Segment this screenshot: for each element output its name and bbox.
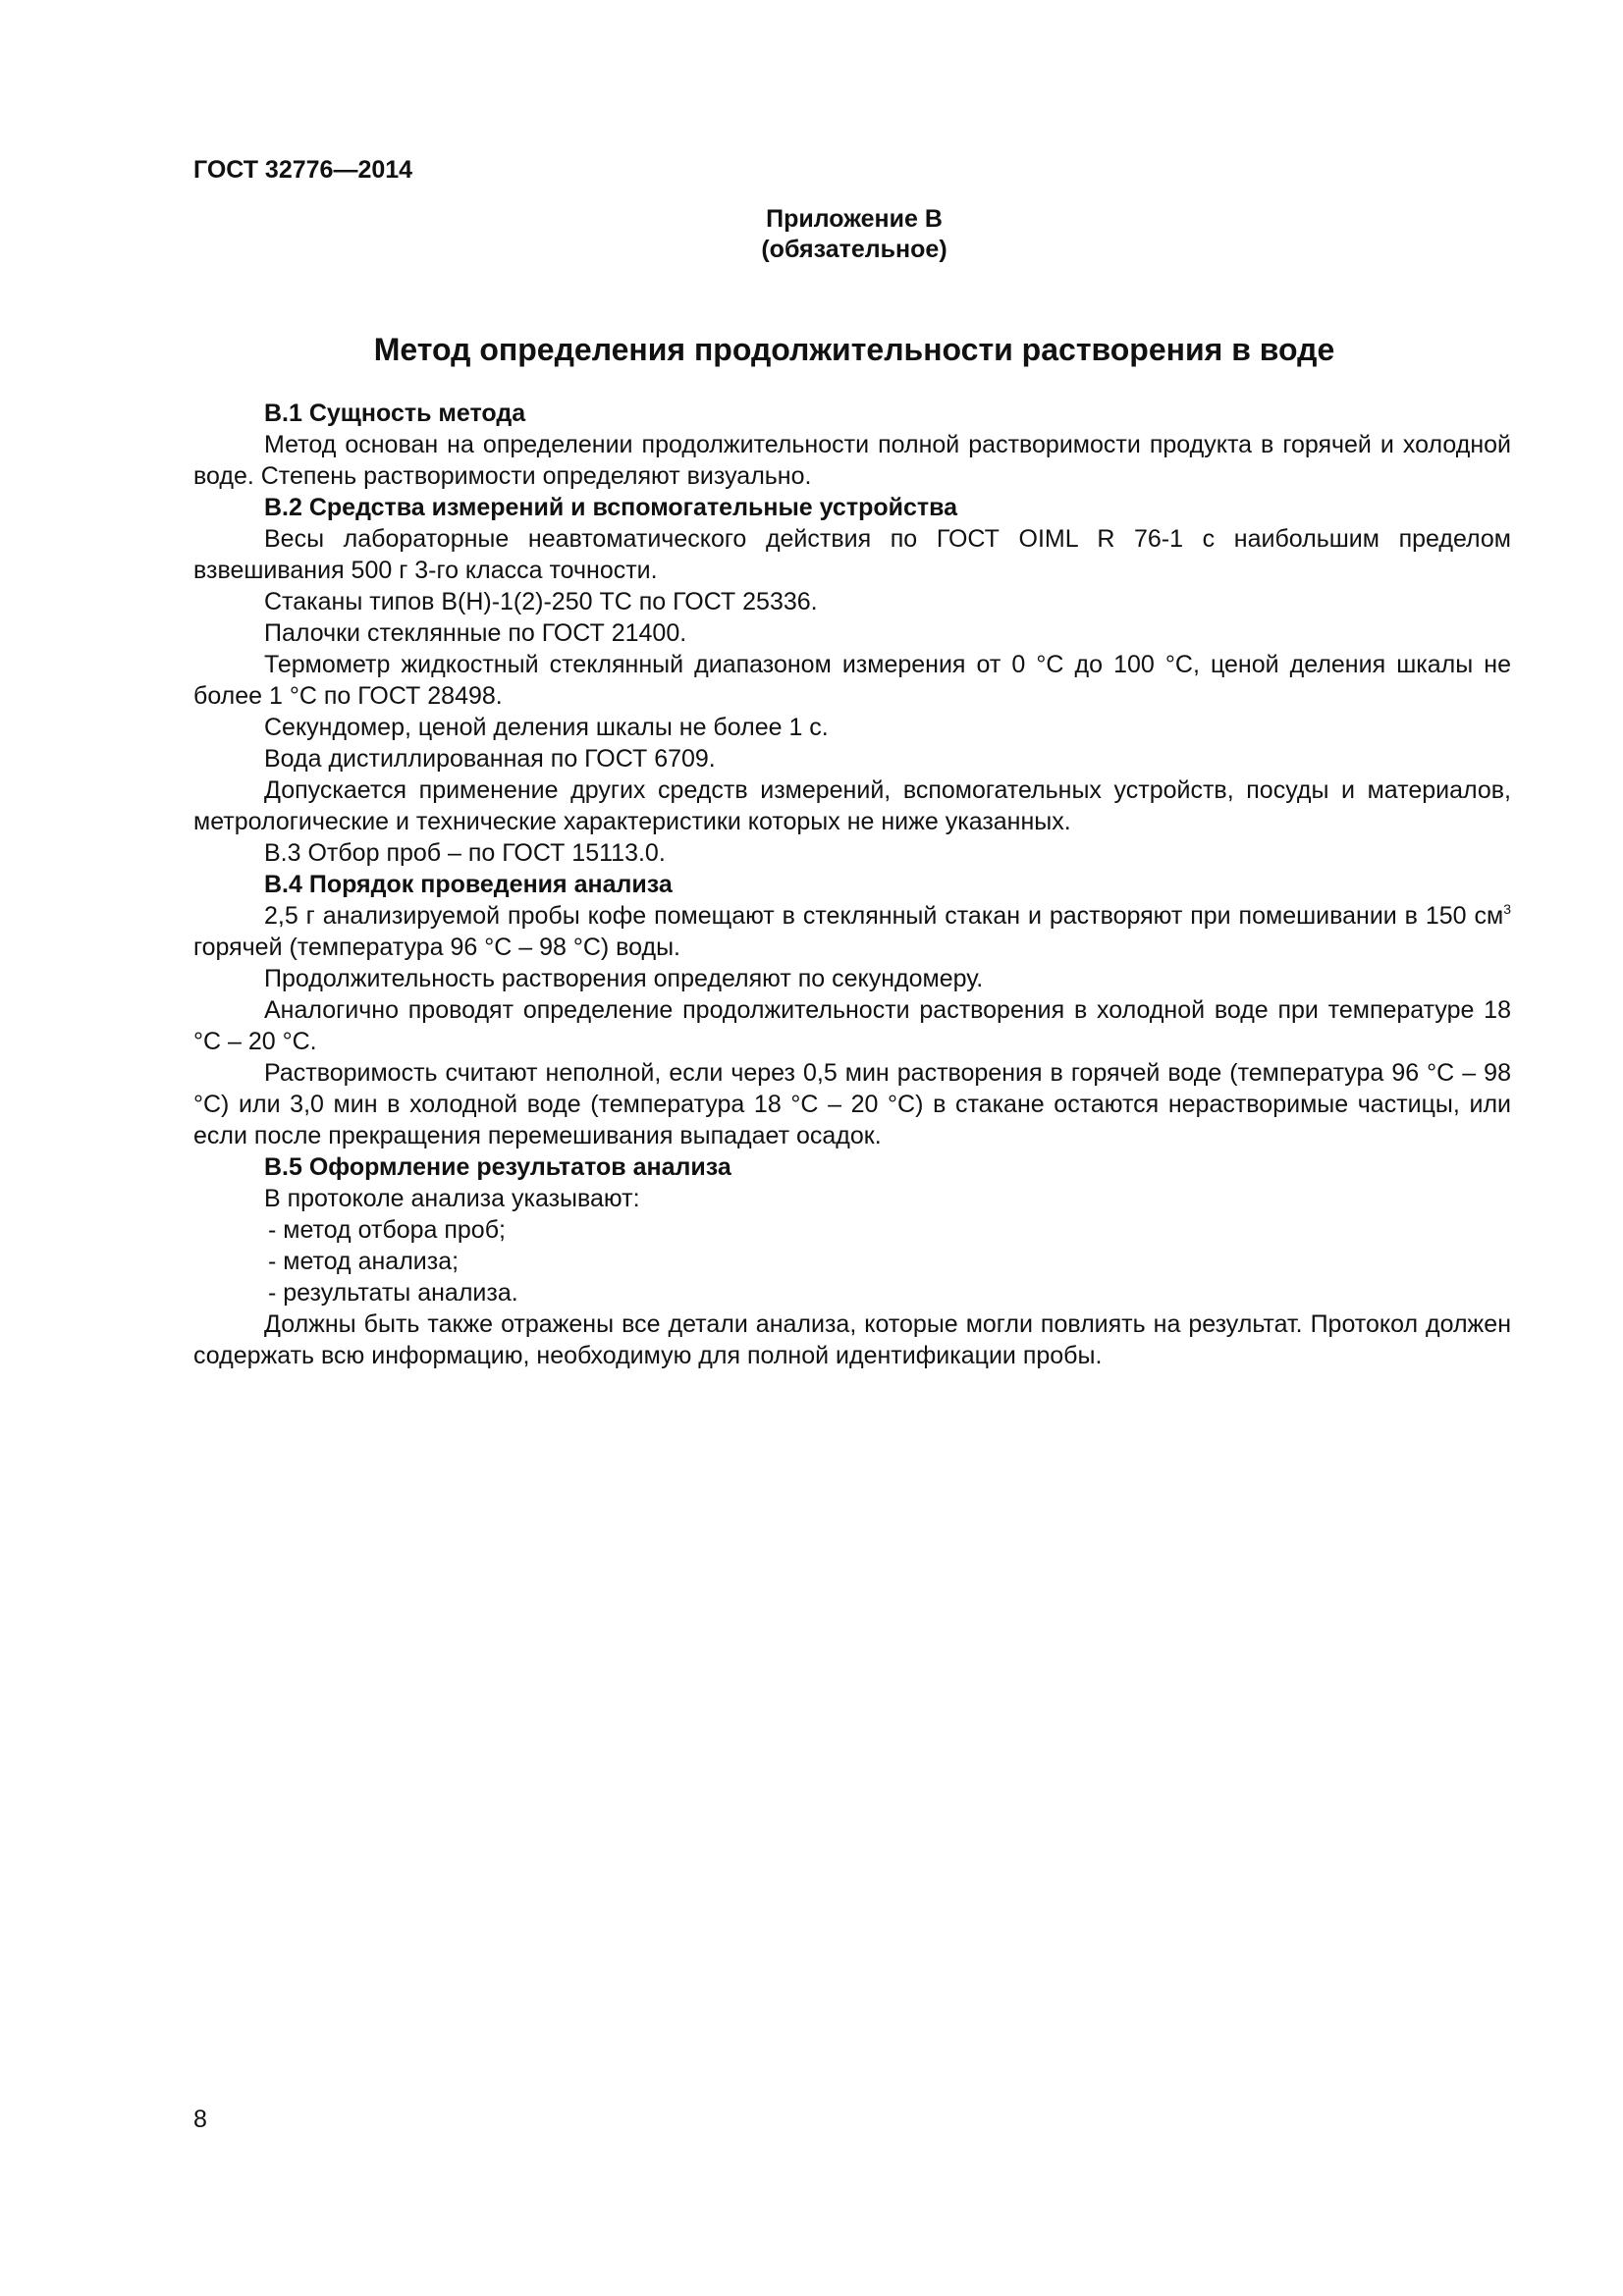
superscript: 3 — [1503, 901, 1511, 917]
paragraph-text: горячей (температура 96 °С – 98 °С) воды. — [193, 934, 680, 961]
paragraph: Допускается применение других средств измерений, вспомогательных устройств, посуды и материалов, метрологические и технические характеристики которых не ниже указанных. — [193, 776, 1511, 835]
page-number: 8 — [193, 2106, 207, 2133]
document-code: ГОСТ 32776—2014 — [193, 156, 413, 184]
list-item: - метод анализа; — [268, 1248, 460, 1275]
paragraph: Должны быть также отражены все детали анализа, которые могли повлиять на результат. Протокол должен содержать всю информацию, необходимую для полной идентификации пробы. — [193, 1310, 1511, 1369]
paragraph: Растворимость считают неполной, если через 0,5 мин растворения в горячей воде (температура 96 °С – 98 °С) или 3,0 мин в холодной воде (температура 18 °С – 20 °С) в стакане остаются нерастворимые частицы, или если после прекращения перемешивания выпадает осадок. — [193, 1059, 1511, 1149]
list-item: - метод отбора проб; — [268, 1216, 506, 1244]
section-heading-b5: В.5 Оформление результатов анализа — [264, 1153, 731, 1181]
paragraph: Вода дистиллированная по ГОСТ 6709. — [264, 745, 716, 773]
paragraph: Метод основан на определении продолжительности полной растворимости продукта в горячей и холодной воде. Степень растворимости определяют визуально. — [193, 431, 1511, 490]
document-body — [193, 398, 1511, 1371]
paragraph: В протоколе анализа указывают: — [264, 1185, 640, 1212]
section-line-b3: В.3 Отбор проб – по ГОСТ 15113.0. — [264, 839, 666, 867]
appendix-title: Приложение В — [766, 205, 943, 233]
list-item: - результаты анализа. — [268, 1279, 518, 1307]
paragraph: Термометр жидкостный стеклянный диапазоном измерения от 0 °С до 100 °С, ценой деления шкалы не более 1 °С по ГОСТ 28498. — [193, 651, 1511, 710]
appendix-status: (обязательное) — [761, 236, 947, 263]
paragraph: Палочки стеклянные по ГОСТ 21400. — [264, 619, 687, 647]
paragraph: Секундомер, ценой деления шкалы не более 1 с. — [264, 714, 829, 741]
page-title: Метод определения продолжительности растворения в воде — [373, 332, 1335, 367]
section-heading-b4: В.4 Порядок проведения анализа — [264, 871, 673, 898]
paragraph — [193, 900, 1511, 963]
section-heading-b2: В.2 Средства измерений и вспомогательные устройства — [264, 494, 958, 521]
paragraph: Продолжительность растворения определяют по секундомеру. — [264, 965, 984, 992]
paragraph: Аналогично проводят определение продолжительности растворения в холодной воде при температуре 18 °С – 20 °С. — [193, 996, 1511, 1055]
paragraph: Стаканы типов В(Н)-1(2)-250 ТС по ГОСТ 25336. — [264, 588, 818, 615]
paragraph: Весы лабораторные неавтоматического действия по ГОСТ OIML R 76-1 с наибольшим пределом взвешивания 500 г 3-го класса точности. — [193, 525, 1511, 584]
paragraph-text: 2,5 г анализируемой пробы кофе помещают в стеклянный стакан и растворяют при помешивании в 150 см — [264, 902, 1504, 930]
section-heading-b1: В.1 Сущность метода — [264, 400, 526, 427]
